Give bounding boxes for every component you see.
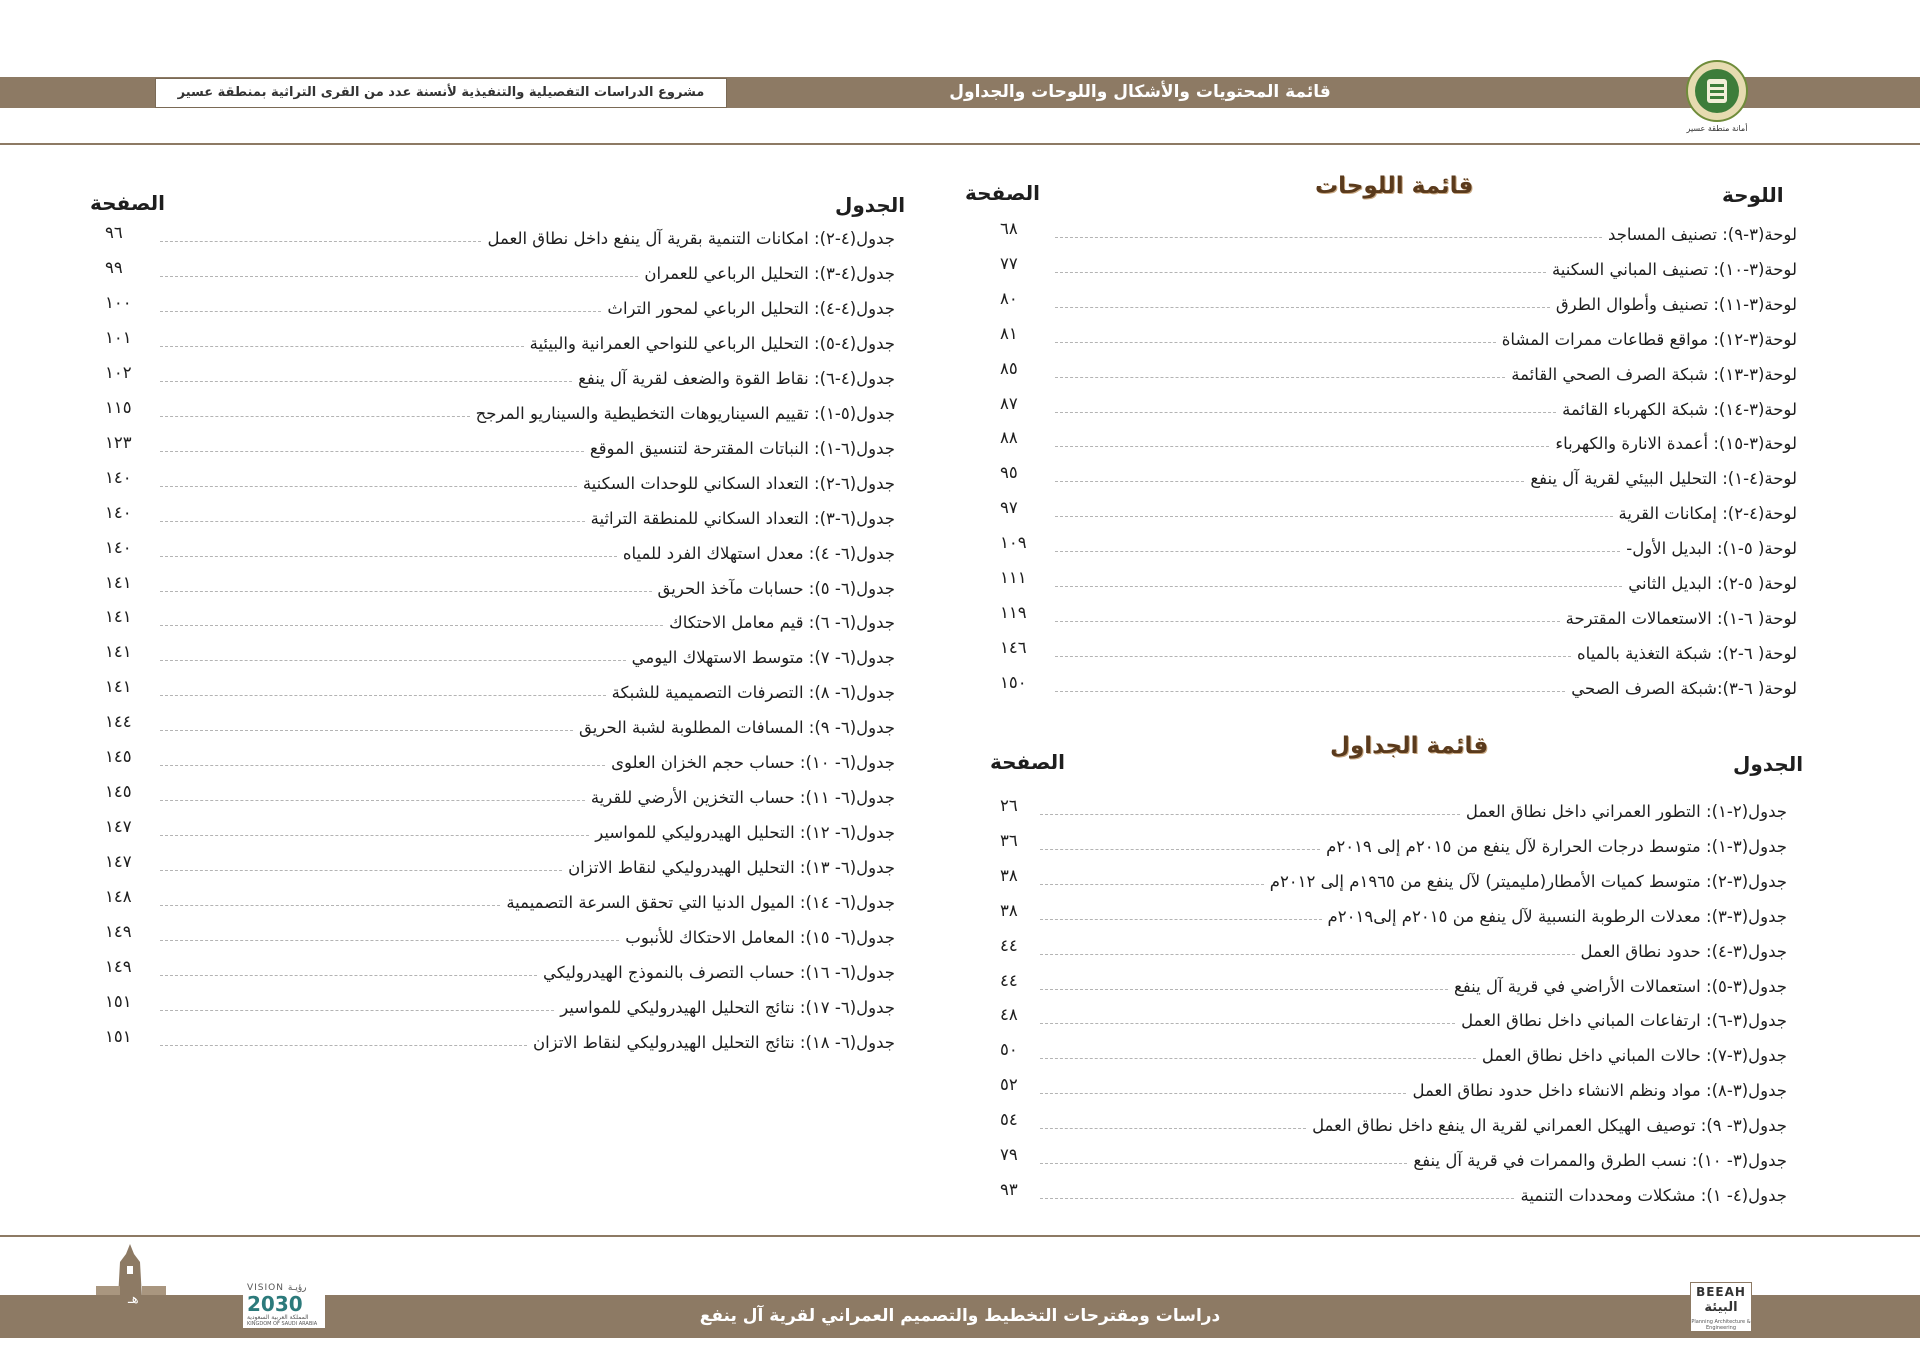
entry-page: ١٤٧ [105,852,132,872]
leader-dots [1055,412,1556,413]
entry-page: ٥٤ [1000,1110,1018,1130]
table-row [105,362,895,390]
leader-dots [1055,237,1602,238]
entry-label: لوحة(٤-١): التحليل البيئي لقرية آل ينفع [1530,469,1797,489]
table-row [105,991,895,1019]
table-row [105,712,895,739]
entry-page: ١٠٩ [1000,533,1027,553]
entry-page: ١٥٠ [1000,672,1027,692]
vision-en-text: KINGDOM OF SAUDI ARABIA [247,1321,318,1327]
table-row [105,607,895,634]
leader-dots [160,905,500,906]
table-row [1000,970,1787,998]
entry-page: ١١٥ [105,397,132,417]
entry-label: جدول(٤- ١): مشكلات ومحددات التنمية [1520,1185,1787,1205]
entry-page: ١٤٩ [105,922,132,941]
entry-page: ١٤١ [105,607,132,627]
leader-dots [1040,1163,1407,1164]
entry-label: جدول(٣-٨): مواد ونظم الانشاء داخل حدود نطاق العمل [1412,1081,1787,1101]
entry-page: ٥٠ [1000,1040,1018,1060]
table-row [105,572,895,600]
table-row [105,817,895,844]
entry-label: جدول(٣-٤): حدود نطاق العمل [1580,941,1787,961]
leader-dots [1055,691,1565,692]
entry-page: ٨١ [1000,323,1018,343]
entry-label: جدول(٣- ١٠): نسب الطرق والممرات في قرية آل ينفع [1413,1151,1787,1170]
entry-page: ١٤٠ [105,467,132,487]
entry-label: لوحة( ٥-١): البديل الأول- [1626,539,1797,559]
leader-dots [160,1010,554,1011]
page-title: قائمة المحتويات والأشكال واللوحات والجداول [949,82,1331,102]
leader-dots [1055,656,1571,657]
table-row [105,852,895,879]
beeah-en: BEEAH [1696,1285,1746,1299]
entry-page: ٧٧ [1000,253,1018,273]
entry-label: جدول(٤-٥): التحليل الرباعي للنواحي العمرانية والبيئية [529,333,895,353]
plate-row [1000,323,1797,351]
entry-page: ١٠٢ [105,362,132,382]
leader-dots [1055,446,1549,447]
leader-dots [160,241,481,242]
table-row [1000,830,1787,858]
leader-dots [160,625,663,626]
leader-dots [1040,1093,1406,1094]
entry-label: جدول(٦- ٧): متوسط الاستهلاك اليومي [631,648,895,668]
entry-label: جدول(٦- ٦): قيم معامل الاحتكاك [669,613,895,633]
table-row [1000,796,1787,823]
leader-dots [160,1045,527,1046]
leader-dots [160,800,585,801]
vision-2030-logo [243,1282,325,1328]
table-row [1000,935,1787,963]
heritage-tower-icon [96,1240,166,1298]
footer-title: دراسات ومقترحات التخطيط والتصميم العمراني لقرية آل ينفع [699,1306,1221,1326]
entry-label: جدول(٦- ١٣): التحليل الهيدروليكي لنقاط الاتزان [568,858,895,878]
entry-label: جدول(٤-٤): التحليل الرباعي لمحور التراث [607,298,895,318]
leader-dots [1055,621,1560,622]
plates-section-title: قائمة اللوحات [1315,173,1474,199]
leader-dots [160,591,652,592]
plate-row [1000,672,1797,700]
entry-page: ١٤٧ [105,817,132,837]
table-row [1000,1075,1787,1102]
entry-page: ٩٩ [105,257,123,277]
plate-row [1000,393,1797,421]
left-tables-column-label: الجدول [835,193,906,217]
table-row [105,502,895,530]
plate-row [1000,602,1797,630]
beeah-sub: Planning Architecture & Engineering [1691,1319,1751,1331]
leader-dots [160,556,617,557]
beeah-ar: البيئة [1704,1300,1738,1315]
entry-label: لوحة(٣-١٠): تصنيف المباني السكنية [1551,259,1797,279]
entry-label: جدول(٦- ٨): التصرفات التصميمية للشبكة [611,683,895,703]
plate-row [1000,219,1797,246]
table-row [105,956,895,984]
vision-top-text: VISION رؤيـة [247,1283,307,1293]
leader-dots [1055,551,1620,552]
table-row [105,887,895,914]
entry-page: ٩٣ [1000,1179,1018,1199]
plate-row [1000,428,1797,455]
entry-page: ١٤١ [105,572,132,592]
leader-dots [160,940,619,941]
entry-page: ١٥١ [105,991,132,1011]
table-row [105,257,895,285]
table-row [105,467,895,495]
leader-dots [160,765,605,766]
table-row [1000,865,1787,893]
leader-dots [1040,954,1575,955]
entry-page: ١٠١ [105,327,132,347]
plate-row [1000,463,1797,490]
left-tables-page-label: الصفحة [90,191,166,215]
entry-label: جدول(٦-٢): التعداد السكاني للوحدات السكنية [582,473,895,493]
leader-dots [1055,586,1622,587]
entry-page: ١٤٥ [105,782,132,802]
entry-label: جدول(٦- ١٥): المعامل الاحتكاك للأنبوب [625,928,895,947]
asir-municipality-logo [1686,60,1748,122]
entry-page: ١٤٠ [105,537,132,557]
entry-label: جدول(٦- ١٧): نتائج التحليل الهيدروليكي للمواسير [560,997,895,1017]
entry-page: ٤٤ [1000,970,1018,990]
entry-label: جدول(٦-٣): التعداد السكاني للمنطقة التراثية [590,508,895,528]
table-row [105,922,895,949]
entry-label: لوحة(٣-١٤): شبكة الكهرباء القائمة [1562,399,1797,419]
header-rule [0,143,1920,145]
leader-dots [1040,989,1448,990]
leader-dots [1055,377,1505,378]
entry-label: لوحة(٣-١٥): أعمدة الانارة والكهرباء [1555,434,1797,454]
entry-label: لوحة(٣-٩): تصنيف المساجد [1608,225,1797,244]
plates-column-label: اللوحة [1722,183,1784,207]
entry-label: لوحة( ٦-٣):شبكة الصرف الصحي [1571,678,1797,698]
entry-page: ١٤٥ [105,747,132,767]
leader-dots [1040,919,1322,920]
entry-label: لوحة(٣-١٢): مواقع قطاعات ممرات المشاة [1501,329,1797,349]
leader-dots [1055,307,1550,308]
entry-label: جدول(٦- ١٦): حساب التصرف بالنموذج الهيدروليكي [543,962,895,982]
entry-label: جدول(٦- ١٢): التحليل الهيدروليكي للمواسير [595,823,895,843]
entry-page: ٤٤ [1000,935,1018,955]
beeah-logo [1690,1282,1752,1332]
leader-dots [1055,272,1546,273]
leader-dots [1040,1128,1306,1129]
entry-page: ٣٦ [1000,830,1018,850]
leader-dots [160,486,577,487]
leader-dots [1055,342,1496,343]
plate-row [1000,358,1797,386]
entry-label: جدول(٦- ١١): حساب التخزين الأرضي للقرية [590,788,895,808]
leader-dots [1040,1058,1476,1059]
leader-dots [160,276,638,277]
leader-dots [1055,516,1613,517]
entry-label: جدول(٣- ٩): توصيف الهيكل العمراني لقرية ال ينفع داخل نطاق العمل [1312,1116,1787,1136]
leader-dots [160,451,584,452]
table-row [105,747,895,774]
table-row [1000,1145,1787,1172]
entry-label: جدول(٢-١): التطور العمراني داخل نطاق العمل [1465,802,1787,821]
table-row [105,782,895,809]
project-title: مشروع الدراسات التفصيلية والتنفيذية لأنسنة عدد من القرى التراثية بمنطقة عسير [155,78,727,108]
vision-sub-text: المملكة العربية السعودية [247,1314,309,1321]
entry-label: جدول(٤-٢): امكانات التنمية بقرية آل ينفع داخل نطاق العمل [487,229,895,248]
table-row [105,397,895,425]
vision-year: 2030 [247,1292,303,1316]
entry-page: ١٤٨ [105,887,132,907]
entry-label: جدول(٣-٢): متوسط كميات الأمطار(مليميتر) لآل ينفع من ١٩٦٥م إلى ٢٠١٢م [1269,871,1787,891]
table-row [105,432,895,460]
table-row [105,292,895,320]
entry-page: ١٢٣ [105,432,132,452]
entry-page: ١٤١ [105,677,132,697]
table-row [1000,900,1787,928]
entry-label: جدول(٦- ٩): المسافات المطلوبة لشبة الحريق [579,718,895,738]
entry-page: ٣٨ [1000,865,1018,885]
entry-page: ٣٨ [1000,900,1018,920]
leader-dots [1040,1023,1455,1024]
entry-label: جدول(٦- ٤): معدل استهلاك الفرد للمياه [622,543,895,563]
entry-label: جدول(٣-٣): معدلات الرطوبة النسبية لآل ينفع من ٢٠١٥م إلى٢٠١٩م [1327,906,1787,926]
leader-dots [160,660,626,661]
leader-dots [160,381,572,382]
leader-dots [160,416,470,417]
entry-label: جدول(٣-٥): استعمالات الأراضي في قرية آل ينفع [1454,976,1787,996]
entry-page: ١٤٠ [105,502,132,522]
tables-section-title: قائمة الجداول [1330,733,1489,759]
entry-page: ١٥١ [105,1026,132,1046]
leader-dots [160,346,524,347]
table-row [1000,1179,1787,1207]
entry-label: جدول(٦- ٥): حسابات مآخذ الحريق [657,578,895,598]
table-row [105,327,895,355]
entry-label: لوحة( ٦-١): الاستعمالات المقترحة [1565,608,1797,628]
entry-label: جدول(٦- ١٠): حساب حجم الخزان العلوى [611,753,895,773]
leader-dots [160,730,573,731]
leader-dots [160,695,606,696]
entry-label: لوحة(٣-١١): تصنيف وأطوال الطرق [1555,294,1797,314]
leader-dots [1040,849,1320,850]
plate-row [1000,568,1797,595]
footer-rule [0,1235,1920,1237]
entry-page: ١٤٦ [1000,637,1027,657]
entry-page: ٤٨ [1000,1005,1018,1025]
entry-page: ٨٠ [1000,288,1018,308]
entry-page: ٦٨ [1000,219,1018,238]
entry-page: ٨٨ [1000,428,1018,448]
entry-label: جدول(٦-١): النباتات المقترحة لتنسيق الموقع [589,438,895,458]
entry-page: ١١١ [1000,568,1027,587]
entry-page: ٨٥ [1000,358,1018,378]
entry-label: جدول(٤-٦): نقاط القوة والضعف لقرية آل ينفع [578,368,895,388]
entry-page: ١٤٤ [105,712,132,732]
table-row [105,223,895,250]
entry-label: جدول(٦- ١٤): الميول الدنيا التي تحقق السرعة التصميمية [506,893,895,913]
logo-caption: أمانة منطقة عسير [1686,124,1748,133]
entry-page: ٨٧ [1000,393,1018,413]
tables-page-label: الصفحة [990,750,1066,774]
plate-row [1000,288,1797,316]
leader-dots [160,835,589,836]
entry-label: لوحة( ٥-٢): البديل الثاني [1628,574,1797,593]
entry-label: جدول(٣-٦): ارتفاعات المباني داخل نطاق العمل [1461,1011,1787,1031]
table-row [105,642,895,669]
tables-column-label: الجدول [1733,752,1804,776]
table-row [1000,1110,1787,1137]
plate-row [1000,533,1797,560]
plate-row [1000,253,1797,281]
leader-dots [160,521,585,522]
entry-page: ٩٦ [105,223,123,242]
entry-label: لوحة(٤-٢): إمكانات القرية [1618,504,1797,524]
entry-label: جدول(٤-٣): التحليل الرباعي للعمران [644,263,895,283]
entry-label: جدول(٥-١): تقييم السيناريوهات التخطيطية والسيناريو المرجح [475,403,895,423]
entry-page: ٩٥ [1000,463,1018,483]
entry-page: ١٤١ [105,642,132,662]
leader-dots [1055,481,1524,482]
entry-label: جدول(٣-٧): حالات المباني داخل نطاق العمل [1481,1046,1787,1066]
table-row [105,1026,895,1054]
entry-page: ١٠٠ [105,292,132,312]
entry-page: ٩٧ [1000,498,1018,518]
plate-row [1000,637,1797,665]
leader-dots [160,311,601,312]
table-row [1000,1005,1787,1032]
page-number: هـ [128,1292,139,1307]
table-row [1000,1040,1787,1067]
entry-page: ٧٩ [1000,1145,1018,1164]
entry-page: ١٤٩ [105,956,132,976]
leader-dots [160,870,562,871]
leader-dots [160,975,537,976]
entry-label: جدول(٣-١): متوسط درجات الحرارة لآل ينفع من ٢٠١٥م إلى ٢٠١٩م [1326,836,1787,856]
leader-dots [1040,884,1264,885]
entry-page: ٢٦ [1000,796,1018,815]
entry-page: ١١٩ [1000,602,1027,622]
plates-page-label: الصفحة [965,181,1041,205]
entry-label: جدول(٦- ١٨): نتائج التحليل الهيدروليكي لنقاط الاتزان [532,1032,895,1052]
leader-dots [1040,1198,1514,1199]
plate-row [1000,498,1797,525]
entry-page: ٥٢ [1000,1075,1018,1095]
entry-label: لوحة( ٦-٢): شبكة التغذية بالمياه [1577,643,1797,663]
leader-dots [1040,814,1460,815]
entry-label: لوحة(٣-١٣): شبكة الصرف الصحي القائمة [1511,364,1797,384]
table-row [105,677,895,704]
table-row [105,537,895,565]
